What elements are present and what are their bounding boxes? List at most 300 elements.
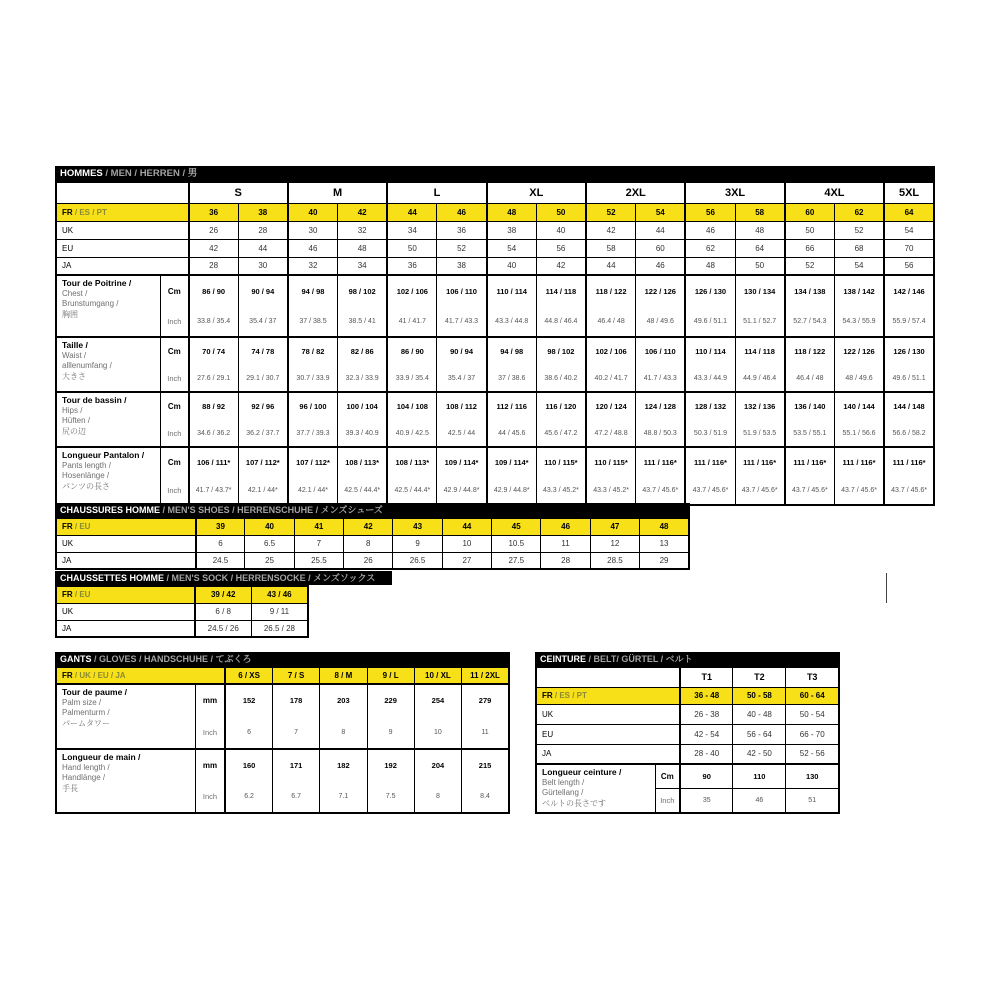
unit-top-label: Cm [161, 337, 189, 365]
stray-vertical-line [886, 573, 887, 603]
row-label-primary: UK [62, 225, 74, 235]
measure-value-inch: 46.4 / 48 [586, 307, 636, 337]
size-value: 38 [437, 257, 487, 275]
row-label [536, 744, 680, 764]
size-value: 27 [442, 552, 491, 569]
measure-value-inch: 27.6 / 29.1 [189, 365, 239, 392]
size-value: 43 [393, 518, 442, 535]
size-value: 52 [586, 203, 636, 221]
size-value: 40 [487, 257, 537, 275]
measure-value-metric: 111 / 116* [834, 447, 884, 476]
measure-value-metric: 102 / 106 [387, 275, 437, 307]
size-value: 40 [536, 221, 586, 239]
measure-value-metric: 96 / 100 [288, 392, 338, 420]
measure-value-inch: 43.3 / 44.9 [685, 365, 735, 392]
size-value: 50 [387, 239, 437, 257]
size-value: 36 [437, 221, 487, 239]
row-label [56, 221, 189, 239]
size-value: 8 [344, 535, 393, 552]
measure-value-metric: 70 / 74 [189, 337, 239, 365]
measure-label-secondary: Chest / [62, 289, 88, 299]
measure-label-secondary: Pants length / [62, 461, 111, 471]
size-value: 9 [393, 535, 442, 552]
size-value: 66 - 70 [786, 724, 839, 744]
measure-label-primary: Tour de bassin / [62, 395, 127, 405]
gloves-title-secondary: / GLOVES / HANDSCHUHE / てぶくろ [91, 654, 252, 664]
measure-label [536, 764, 655, 813]
size-value: 26 [344, 552, 393, 569]
unit-bottom-label: Inch [195, 716, 225, 749]
measure-value-inch: 33.9 / 35.4 [387, 365, 437, 392]
size-value: 44 [238, 239, 288, 257]
measure-label [56, 684, 195, 749]
size-value: 38 [238, 203, 288, 221]
size-value: 6 / XS [225, 667, 272, 684]
measure-value-inch: 35.4 / 37 [437, 365, 487, 392]
size-value: 44 [387, 203, 437, 221]
hommes-title-bar [55, 166, 935, 181]
size-value: 39 [196, 518, 245, 535]
gloves-grid [55, 666, 510, 814]
row-label [56, 620, 195, 637]
size-value: 39 / 42 [195, 586, 252, 603]
size-value: 42 [344, 518, 393, 535]
measure-label-primary: Tour de paume / [62, 687, 128, 697]
measure-value-inch: 39.3 / 40.9 [338, 420, 388, 447]
measure-label-secondary: Gürtellang / [542, 788, 584, 798]
measure-label-secondary: ベルトの長さです [542, 798, 606, 808]
measure-value-metric: 126 / 130 [685, 275, 735, 307]
unit-bottom-label: Inch [655, 788, 680, 813]
size-value: 9 / 11 [251, 603, 308, 620]
size-group-header: 2XL [586, 182, 685, 203]
measure-value-inch: 29.1 / 30.7 [238, 365, 288, 392]
unit-top-label: mm [195, 749, 225, 781]
size-value: 42 [586, 221, 636, 239]
measure-value-metric: 178 [272, 684, 319, 716]
measure-value-inch: 30.7 / 33.9 [288, 365, 338, 392]
measure-value-metric: 92 / 96 [238, 392, 288, 420]
row-label-primary: FR [62, 207, 73, 217]
measure-value-inch: 42.5 / 44.4* [338, 476, 388, 505]
size-value: 27.5 [492, 552, 541, 569]
size-value: 7 / S [272, 667, 319, 684]
row-label [56, 203, 189, 221]
measure-value-inch: 51 [786, 788, 839, 813]
unit-top-label: mm [195, 684, 225, 716]
gloves-title: GANTS [60, 654, 92, 664]
socks-title-secondary: / MEN'S SOCK / HERRENSOCKE / メンズソックス [164, 573, 376, 583]
row-label-primary: JA [62, 261, 72, 271]
measure-value-metric: 144 / 148 [884, 392, 934, 420]
size-value: 26 - 38 [680, 704, 733, 724]
measure-value-inch: 34.6 / 36.2 [189, 420, 239, 447]
measure-value-inch: 43.3 / 45.2* [586, 476, 636, 505]
measure-value-metric: 108 / 112 [437, 392, 487, 420]
belt-column-header: T2 [733, 667, 786, 687]
measure-label-primary: Longueur de main / [62, 752, 141, 762]
row-label-primary: EU [62, 243, 74, 253]
row-label-secondary: / ES / PT [72, 207, 107, 217]
measure-value-metric: 110 / 114 [685, 337, 735, 365]
size-group-header: XL [487, 182, 586, 203]
size-value: 54 [884, 221, 934, 239]
measure-label-secondary: パンツの長さ [62, 481, 110, 491]
measure-value-inch: 9 [367, 716, 414, 749]
row-label [56, 518, 196, 535]
measure-value-inch: 55.9 / 57.4 [884, 307, 934, 337]
measure-value-inch: 43.7 / 45.6* [636, 476, 686, 505]
size-value: 52 [437, 239, 487, 257]
size-value: 42 [536, 257, 586, 275]
size-value: 6 / 8 [195, 603, 252, 620]
measure-value-metric: 132 / 136 [735, 392, 785, 420]
measure-value-metric: 279 [462, 684, 509, 716]
size-value: 52 - 56 [786, 744, 839, 764]
row-label-primary: FR [62, 671, 73, 680]
measure-value-inch: 42.5 / 44.4* [387, 476, 437, 505]
row-label [56, 603, 195, 620]
measure-value-inch: 56.6 / 58.2 [884, 420, 934, 447]
measure-value-metric: 109 / 114* [487, 447, 537, 476]
size-value: 58 [735, 203, 785, 221]
size-value: 46 [288, 239, 338, 257]
size-value: 52 [834, 221, 884, 239]
measure-label-secondary: Hüften / [62, 416, 91, 426]
size-value: 26 [189, 221, 239, 239]
shoes-title-secondary: / MEN'S SHOES / HERRENSCHUHE / メンズシューズ [160, 505, 383, 515]
measure-value-inch: 6 [225, 716, 272, 749]
measure-value-inch: 46.4 / 48 [785, 365, 835, 392]
size-value: 36 [189, 203, 239, 221]
measure-value-metric: 171 [272, 749, 319, 781]
measure-value-metric: 107 / 112* [238, 447, 288, 476]
measure-label-secondary: Palmenturm / [62, 708, 110, 718]
size-value: 28 [238, 221, 288, 239]
measure-value-inch: 43.7 / 45.6* [834, 476, 884, 505]
measure-value-inch: 52.7 / 54.3 [785, 307, 835, 337]
size-value: 50 - 58 [733, 687, 786, 704]
size-value: 60 - 64 [786, 687, 839, 704]
measure-value-metric: 192 [367, 749, 414, 781]
size-value: 48 [685, 257, 735, 275]
size-value: 38 [487, 221, 537, 239]
size-value: 6 [196, 535, 245, 552]
belt-title: CEINTURE [540, 654, 587, 664]
measure-value-inch: 43.7 / 45.6* [685, 476, 735, 505]
measure-value-inch: 7.1 [320, 781, 367, 813]
measure-value-metric: 254 [414, 684, 461, 716]
measure-value-inch: 32.3 / 33.9 [338, 365, 388, 392]
hommes-title: HOMMES [60, 168, 103, 179]
measure-value-metric: 136 / 140 [785, 392, 835, 420]
size-value: 32 [338, 221, 388, 239]
row-label-primary: EU [542, 729, 554, 739]
measure-value-inch: 40.2 / 41.7 [586, 365, 636, 392]
measure-label [56, 447, 161, 505]
measure-value-inch: 35 [680, 788, 733, 813]
measure-value-inch: 43.7 / 45.6* [884, 476, 934, 505]
measure-label-secondary: Hand length / [62, 763, 110, 773]
size-group-header: 4XL [785, 182, 884, 203]
measure-value-metric: 138 / 142 [834, 275, 884, 307]
measure-value-inch: 49.6 / 51.1 [685, 307, 735, 337]
shoes-grid [55, 517, 690, 570]
measure-value-metric: 108 / 113* [338, 447, 388, 476]
measure-label-secondary: パームタワー [62, 718, 110, 728]
size-value: 8 / M [320, 667, 367, 684]
size-value: 9 / L [367, 667, 414, 684]
row-label [56, 535, 196, 552]
measure-value-inch: 51.1 / 52.7 [735, 307, 785, 337]
measure-value-metric: 86 / 90 [189, 275, 239, 307]
row-label-primary: FR [542, 691, 553, 700]
measure-value-inch: 37.7 / 39.3 [288, 420, 338, 447]
row-label-secondary: / ES / PT [552, 691, 587, 700]
measure-value-inch: 43.3 / 44.8 [487, 307, 537, 337]
measure-value-inch: 48.8 / 50.3 [636, 420, 686, 447]
row-label-primary: JA [542, 749, 552, 759]
size-value: 54 [834, 257, 884, 275]
unit-bottom-label: Inch [161, 420, 189, 447]
size-value: 66 [785, 239, 835, 257]
measure-label-secondary: 胸囲 [62, 309, 78, 319]
size-value: 56 [685, 203, 735, 221]
size-value: 46 [685, 221, 735, 239]
row-label-primary: UK [62, 607, 74, 616]
size-value: 42 - 54 [680, 724, 733, 744]
measure-value-inch: 6.7 [272, 781, 319, 813]
measure-value-inch: 43.7 / 45.6* [735, 476, 785, 505]
measure-value-inch: 42.1 / 44* [288, 476, 338, 505]
measure-value-metric: 102 / 106 [586, 337, 636, 365]
measure-label-secondary: Hosenlänge / [62, 471, 110, 481]
size-value: 26.5 [393, 552, 442, 569]
measure-value-inch: 42.9 / 44.8* [437, 476, 487, 505]
size-value: 6.5 [245, 535, 294, 552]
size-group-header: 5XL [884, 182, 934, 203]
size-value: 54 [487, 239, 537, 257]
size-value: 42 [338, 203, 388, 221]
size-value: 46 [541, 518, 590, 535]
size-value: 7 [294, 535, 343, 552]
measure-label [56, 392, 161, 447]
measure-value-inch: 38.6 / 40.2 [536, 365, 586, 392]
belt-size-table [535, 652, 840, 814]
size-value: 40 [288, 203, 338, 221]
size-value: 40 - 48 [733, 704, 786, 724]
size-value: 47 [590, 518, 639, 535]
measure-value-metric: 109 / 114* [437, 447, 487, 476]
measure-value-inch: 33.8 / 35.4 [189, 307, 239, 337]
measure-value-metric: 142 / 146 [884, 275, 934, 307]
measure-label-secondary: Hips / [62, 406, 83, 416]
unit-bottom-label: Inch [161, 307, 189, 337]
size-value: 50 [536, 203, 586, 221]
size-value: 28 [189, 257, 239, 275]
measure-value-inch: 55.1 / 56.6 [834, 420, 884, 447]
measure-value-metric: 114 / 118 [536, 275, 586, 307]
size-value: 54 [636, 203, 686, 221]
measure-value-inch: 35.4 / 37 [238, 307, 288, 337]
measure-value-metric: 86 / 90 [387, 337, 437, 365]
measure-value-inch: 50.3 / 51.9 [685, 420, 735, 447]
size-value: 12 [590, 535, 639, 552]
size-value: 56 - 64 [733, 724, 786, 744]
measure-value-metric: 90 / 94 [437, 337, 487, 365]
measure-value-metric: 94 / 98 [288, 275, 338, 307]
measure-value-inch: 10 [414, 716, 461, 749]
row-label [56, 257, 189, 275]
measure-value-metric: 116 / 120 [536, 392, 586, 420]
size-value: 25 [245, 552, 294, 569]
measure-value-inch: 44.9 / 46.4 [735, 365, 785, 392]
size-value: 44 [442, 518, 491, 535]
measure-value-inch: 8 [320, 716, 367, 749]
size-value: 13 [640, 535, 689, 552]
measure-value-metric: 98 / 102 [338, 275, 388, 307]
unit-bottom-label: Inch [161, 476, 189, 505]
row-label [56, 239, 189, 257]
measure-value-metric: 130 / 134 [735, 275, 785, 307]
size-value: 50 - 54 [786, 704, 839, 724]
measure-value-metric: 74 / 78 [238, 337, 288, 365]
size-group-header: L [387, 182, 486, 203]
measure-value-metric: 98 / 102 [536, 337, 586, 365]
measure-value-inch: 54.3 / 55.9 [834, 307, 884, 337]
row-label-primary: JA [62, 555, 72, 565]
row-label-secondary: / EU [72, 590, 91, 600]
measure-value-inch: 53.5 / 55.1 [785, 420, 835, 447]
measure-value-metric: 110 [733, 764, 786, 788]
size-value: 28.5 [590, 552, 639, 569]
size-value: 41 [294, 518, 343, 535]
measure-value-inch: 8 [414, 781, 461, 813]
measure-label-secondary: alllenumfang / [62, 361, 112, 371]
measure-value-inch: 40.9 / 42.5 [387, 420, 437, 447]
corner-cell [56, 182, 189, 203]
belt-grid [535, 666, 840, 814]
size-value: 36 - 48 [680, 687, 733, 704]
size-value: 42 - 50 [733, 744, 786, 764]
row-label-primary: UK [542, 709, 554, 719]
measure-value-metric: 82 / 86 [338, 337, 388, 365]
measure-value-metric: 114 / 118 [735, 337, 785, 365]
measure-label-secondary: Belt length / [542, 778, 585, 788]
measure-value-metric: 203 [320, 684, 367, 716]
row-label [536, 724, 680, 744]
measure-value-inch: 43.3 / 45.2* [536, 476, 586, 505]
measure-value-metric: 111 / 116* [735, 447, 785, 476]
size-value: 58 [586, 239, 636, 257]
size-value: 34 [338, 257, 388, 275]
size-value: 56 [884, 257, 934, 275]
size-value: 43 / 46 [251, 586, 308, 603]
measure-value-metric: 104 / 108 [387, 392, 437, 420]
gloves-title-bar [55, 652, 510, 666]
gloves-size-table [55, 652, 510, 814]
size-value: 70 [884, 239, 934, 257]
row-label-primary: FR [62, 522, 73, 532]
measure-value-inch: 47.2 / 48.8 [586, 420, 636, 447]
measure-value-inch: 46 [733, 788, 786, 813]
size-value: 44 [586, 257, 636, 275]
measure-value-inch: 41.7 / 43.3 [636, 365, 686, 392]
row-label-primary: UK [62, 539, 74, 548]
measure-value-inch: 6.2 [225, 781, 272, 813]
size-value: 30 [238, 257, 288, 275]
measure-label-secondary: Palm size / [62, 698, 102, 708]
unit-top-label: Cm [655, 764, 680, 788]
mens-shoes-size-table [55, 503, 690, 570]
measure-value-inch: 38.5 / 41 [338, 307, 388, 337]
socks-title: CHAUSSETTES HOMME [60, 573, 165, 583]
size-value: 10 [442, 535, 491, 552]
measure-label-secondary: Waist / [62, 351, 87, 361]
measure-value-metric: 111 / 116* [884, 447, 934, 476]
measure-value-metric: 110 / 115* [586, 447, 636, 476]
size-value: 62 [834, 203, 884, 221]
size-group-header: 3XL [685, 182, 784, 203]
measure-value-metric: 124 / 128 [636, 392, 686, 420]
size-value: 28 [541, 552, 590, 569]
measure-value-inch: 45.6 / 47.2 [536, 420, 586, 447]
size-value: 10.5 [492, 535, 541, 552]
row-label [56, 552, 196, 569]
measure-value-inch: 49.6 / 51.1 [884, 365, 934, 392]
measure-value-metric: 100 / 104 [338, 392, 388, 420]
size-value: 50 [735, 257, 785, 275]
size-value: 32 [288, 257, 338, 275]
size-value: 42 [189, 239, 239, 257]
measure-value-inch: 7.5 [367, 781, 414, 813]
size-value: 24.5 [196, 552, 245, 569]
belt-title-bar [535, 652, 840, 666]
hommes-title-secondary: / MEN / HERREN / 男 [102, 168, 198, 179]
measure-value-inch: 48 / 49.6 [834, 365, 884, 392]
measure-value-inch: 37 / 38.5 [288, 307, 338, 337]
measure-value-metric: 111 / 116* [785, 447, 835, 476]
size-value: 26.5 / 28 [251, 620, 308, 637]
measure-value-metric: 215 [462, 749, 509, 781]
unit-bottom-label: Inch [161, 365, 189, 392]
row-label [536, 687, 680, 704]
unit-top-label: Cm [161, 447, 189, 476]
measure-value-metric: 118 / 122 [785, 337, 835, 365]
size-value: 45 [492, 518, 541, 535]
measure-value-inch: 42.1 / 44* [238, 476, 288, 505]
measure-value-inch: 41.7 / 43.7* [189, 476, 239, 505]
measure-label-primary: Longueur Pantalon / [62, 450, 145, 460]
size-value: 29 [640, 552, 689, 569]
measure-value-metric: 160 [225, 749, 272, 781]
measure-value-metric: 134 / 138 [785, 275, 835, 307]
hommes-grid [55, 181, 935, 506]
size-value: 25.5 [294, 552, 343, 569]
measure-value-metric: 111 / 116* [685, 447, 735, 476]
size-value: 48 [735, 221, 785, 239]
measure-label [56, 337, 161, 392]
measure-label [56, 749, 195, 813]
measure-value-metric: 112 / 116 [487, 392, 537, 420]
measure-label-primary: Longueur ceinture / [542, 767, 622, 777]
measure-value-metric: 110 / 114 [487, 275, 537, 307]
socks-title-bar [55, 571, 392, 585]
size-value: 44 [636, 221, 686, 239]
measure-value-inch: 44.8 / 46.4 [536, 307, 586, 337]
row-label-primary: JA [62, 623, 72, 633]
shoes-title-bar [55, 503, 690, 517]
